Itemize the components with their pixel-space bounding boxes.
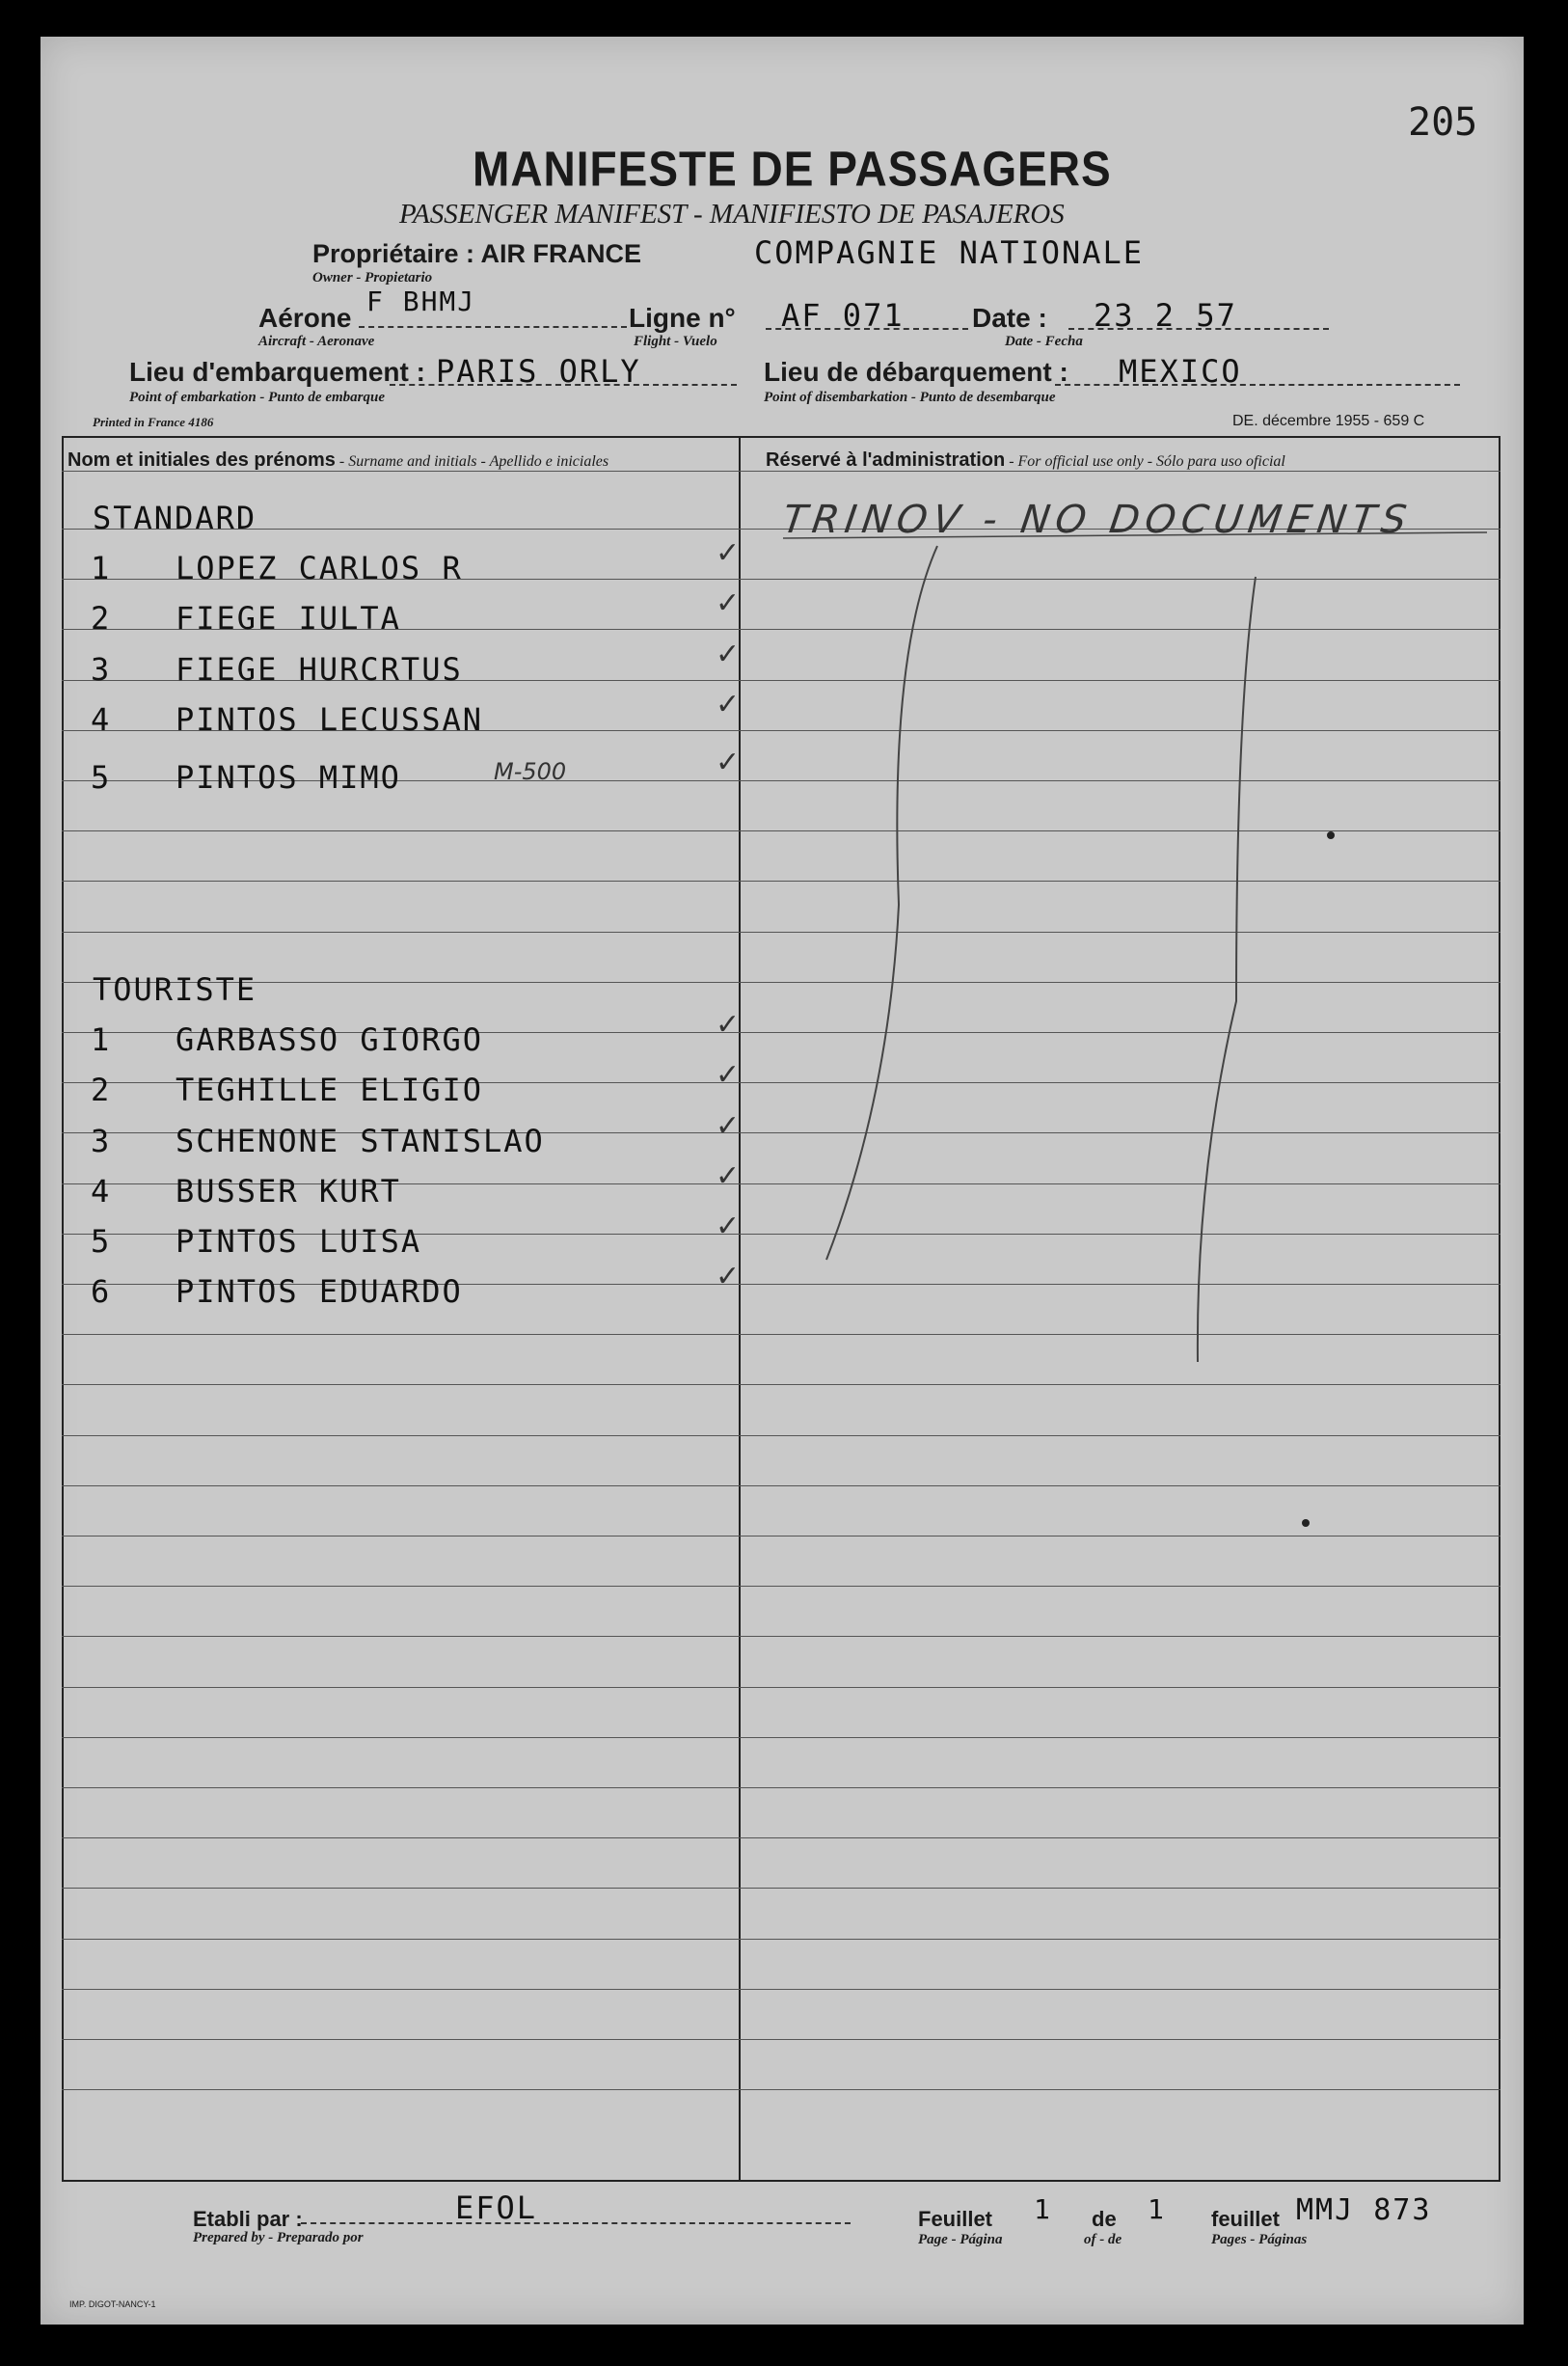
handwritten-marks — [41, 37, 1524, 2325]
aircraft-value: F BHMJ — [366, 286, 476, 317]
prepared-value: EFOL — [455, 2189, 538, 2226]
printed-note: Printed in France 4186 — [93, 415, 214, 429]
check-mark-icon: ✓ — [716, 638, 741, 671]
passenger-name: PINTOS EDUARDO — [176, 1273, 463, 1310]
passenger-number: 1 — [91, 550, 112, 586]
column-header-admin: Réservé à l'administration - For official use only - Sólo para uso oficial — [766, 449, 1285, 471]
passenger-number: 5 — [91, 1223, 112, 1260]
date-label: Date : — [972, 303, 1047, 333]
date-sub: Date - Fecha — [1005, 334, 1083, 349]
passenger-name: PINTOS LUISA — [176, 1223, 422, 1260]
check-mark-icon: ✓ — [716, 1058, 741, 1092]
passenger-number: 2 — [91, 600, 112, 637]
owner-label: Propriétaire : AIR FRANCE — [312, 239, 642, 268]
passenger-name: FIEGE IULTA — [176, 600, 401, 637]
of-sub: of - de — [1084, 2232, 1122, 2247]
aircraft-sub: Aircraft - Aeronave — [258, 334, 375, 349]
disembarkation-value: MEXICO — [1119, 353, 1242, 390]
passenger-number: 3 — [91, 651, 112, 688]
sheet-label: Feuillet — [918, 2207, 993, 2231]
section-heading: TOURISTE — [93, 971, 257, 1008]
owner-sub: Owner - Propietario — [312, 270, 433, 286]
prepared-sub: Prepared by - Preparado por — [193, 2230, 364, 2245]
embarkation-value: PARIS ORLY — [436, 353, 641, 390]
passenger-number: 6 — [91, 1273, 112, 1310]
embarkation-label: Lieu d'embarquement : — [129, 357, 425, 387]
check-mark-icon: ✓ — [716, 586, 741, 620]
manifest-sheet — [41, 37, 1524, 2325]
passenger-name: FIEGE HURCRTUS — [176, 651, 463, 688]
passenger-number: 1 — [91, 1021, 112, 1058]
date-value: 23 2 57 — [1094, 297, 1237, 334]
section-heading: STANDARD — [93, 500, 257, 536]
sheets-value: MMJ 873 — [1296, 2193, 1432, 2227]
passenger-name: PINTOS LECUSSAN — [176, 701, 483, 738]
disembarkation-sub: Point of disembarkation - Punto de desembarque — [764, 390, 1056, 405]
form-code: DE. décembre 1955 - 659 C — [1232, 413, 1425, 429]
passenger-number: 4 — [91, 1173, 112, 1210]
sheet-value: 1 — [1034, 2193, 1052, 2225]
passenger-name: SCHENONE STANISLAO — [176, 1123, 545, 1159]
margin-note: M-500 — [494, 758, 567, 785]
passenger-name: PINTOS MIMO — [176, 759, 401, 796]
passenger-name: LOPEZ CARLOS R — [176, 550, 463, 586]
page-title: MANIFESTE DE PASSAGERS — [473, 141, 1112, 197]
check-mark-icon: ✓ — [716, 1260, 741, 1293]
check-mark-icon: ✓ — [716, 746, 741, 779]
page-number: 205 — [1408, 100, 1478, 145]
passenger-number: 5 — [91, 759, 112, 796]
of-value: 1 — [1148, 2193, 1166, 2225]
disembarkation-label: Lieu de débarquement : — [764, 357, 1068, 387]
page-subtitle: PASSENGER MANIFEST - MANIFIESTO DE PASAJEROS — [399, 199, 1065, 230]
passenger-number: 3 — [91, 1123, 112, 1159]
check-mark-icon: ✓ — [716, 536, 741, 570]
prepared-label: Etabli par : — [193, 2207, 303, 2231]
passenger-number: 4 — [91, 701, 112, 738]
check-mark-icon: ✓ — [716, 1210, 741, 1243]
admin-note: TRINOV - NO DOCUMENTS — [779, 498, 1416, 542]
embarkation-sub: Point of embarkation - Punto de embarque — [129, 390, 386, 405]
flight-label: Ligne n° — [629, 303, 736, 333]
passenger-name: BUSSER KURT — [176, 1173, 401, 1210]
sheet-sub: Page - Página — [918, 2232, 1003, 2247]
flight-value: AF 071 — [781, 297, 905, 334]
passenger-name: TEGHILLE ELIGIO — [176, 1072, 483, 1108]
flight-sub: Flight - Vuelo — [634, 334, 717, 349]
column-header-names: Nom et initiales des prénoms - Surname and initials - Apellido e iniciales — [68, 449, 609, 471]
sheets-sub: Pages - Páginas — [1211, 2232, 1308, 2247]
passenger-number: 2 — [91, 1072, 112, 1108]
aircraft-label: Aérone — [258, 303, 352, 333]
owner-value: COMPAGNIE NATIONALE — [754, 234, 1145, 271]
check-mark-icon: ✓ — [716, 1159, 741, 1193]
imprint: IMP. DIGOT-NANCY-1 — [69, 2299, 156, 2309]
check-mark-icon: ✓ — [716, 1008, 741, 1042]
passenger-name: GARBASSO GIORGO — [176, 1021, 483, 1058]
check-mark-icon: ✓ — [716, 688, 741, 721]
of-label: de — [1092, 2207, 1117, 2231]
sheets-label: feuillet — [1211, 2207, 1280, 2231]
check-mark-icon: ✓ — [716, 1109, 741, 1143]
